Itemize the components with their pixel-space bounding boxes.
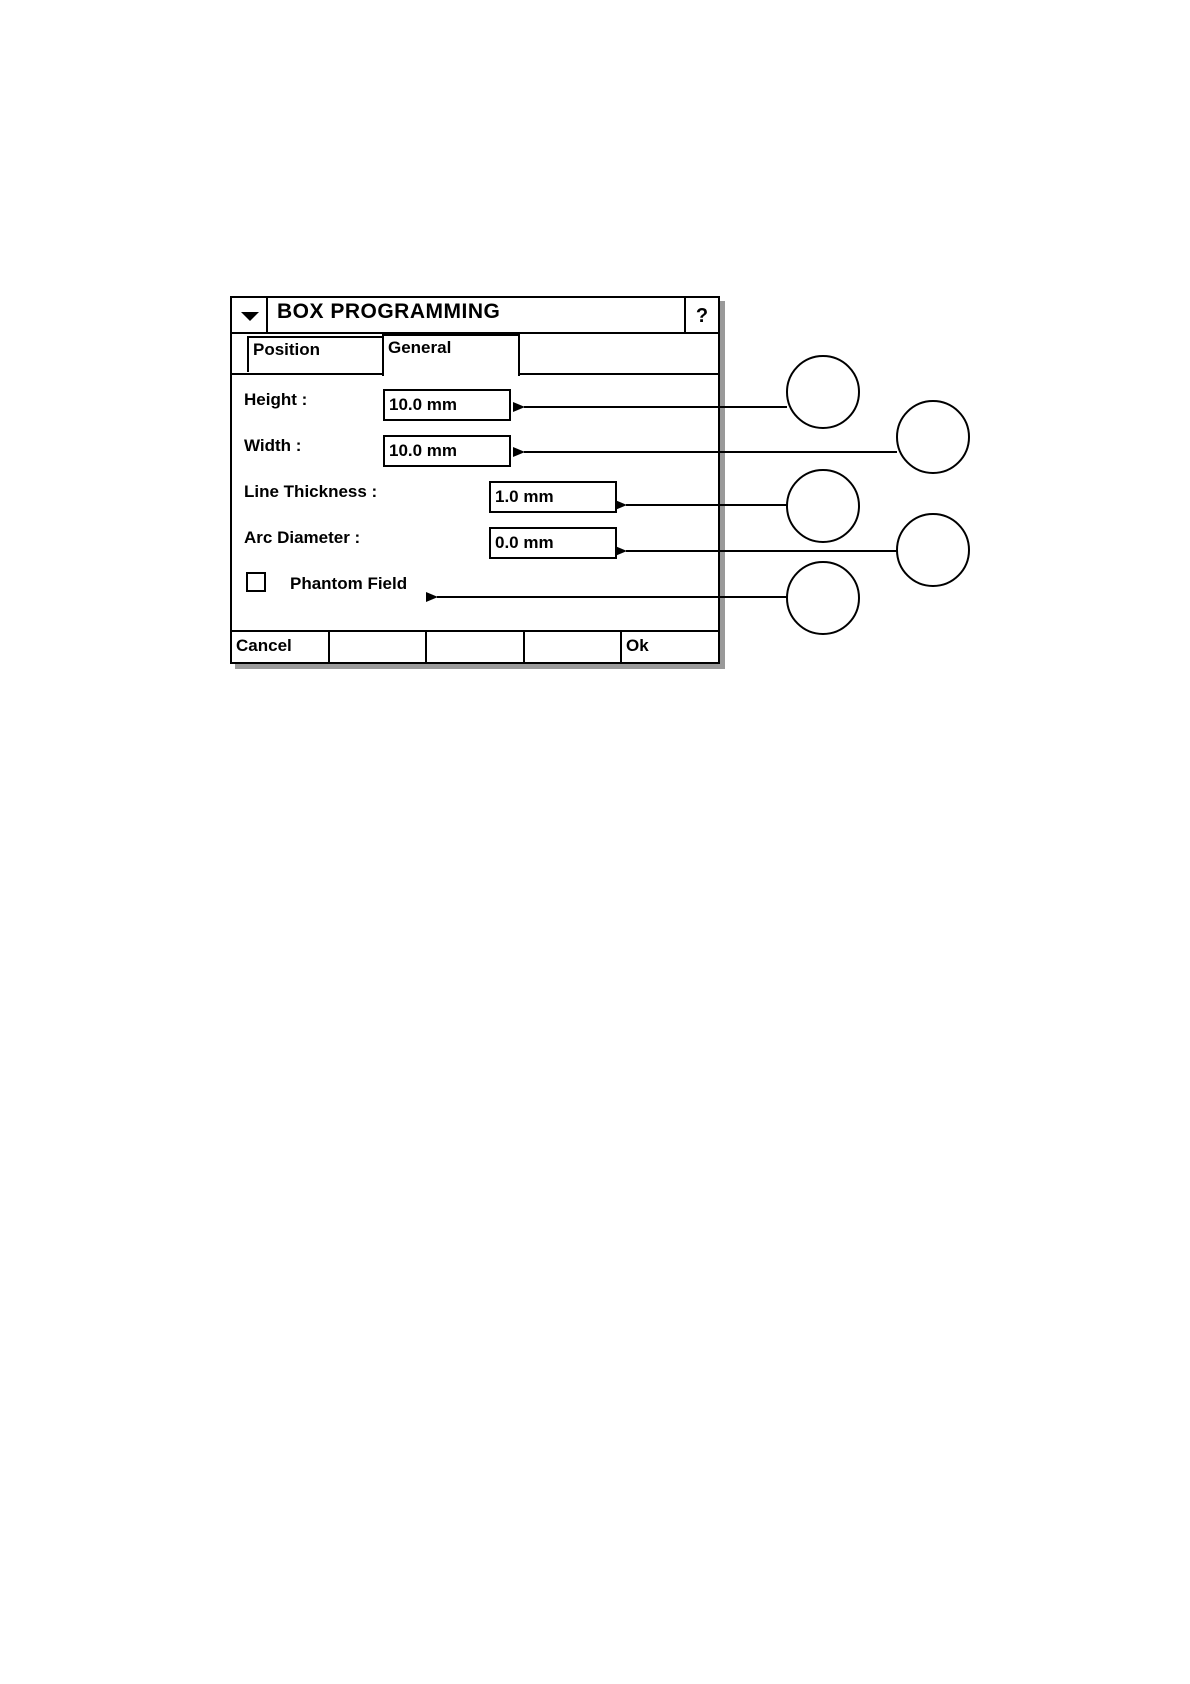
line-thickness-field[interactable]: 1.0 mm <box>489 481 617 513</box>
ok-button[interactable]: Ok <box>626 636 649 655</box>
callout-circle <box>897 401 969 473</box>
callout-height <box>524 356 859 428</box>
callout-circle <box>787 356 859 428</box>
help-button[interactable]: ? <box>684 298 718 332</box>
callout-circle <box>787 562 859 634</box>
arc-diameter-field[interactable]: 0.0 mm <box>489 527 617 559</box>
tab-position-label: Position <box>253 340 321 359</box>
arc-diameter-label: Arc Diameter : <box>244 528 361 547</box>
width-field[interactable]: 10.0 mm <box>383 435 511 467</box>
width-label: Width : <box>244 436 302 455</box>
tab-general[interactable] <box>382 334 520 376</box>
callout-width <box>524 401 969 473</box>
height-label: Height : <box>244 390 308 409</box>
cancel-button[interactable]: Cancel <box>232 632 330 664</box>
callout-line-thickness <box>626 470 859 542</box>
callout-circle <box>897 514 969 586</box>
tab-general-label: General <box>388 338 452 357</box>
line-thickness-label: Line Thickness : <box>244 482 378 501</box>
dialog-title: BOX PROGRAMMING <box>277 300 501 323</box>
callout-phantom-field <box>437 562 859 634</box>
callout-circle <box>787 470 859 542</box>
height-field[interactable]: 10.0 mm <box>383 389 511 421</box>
phantom-field-label: Phantom Field <box>290 574 408 593</box>
